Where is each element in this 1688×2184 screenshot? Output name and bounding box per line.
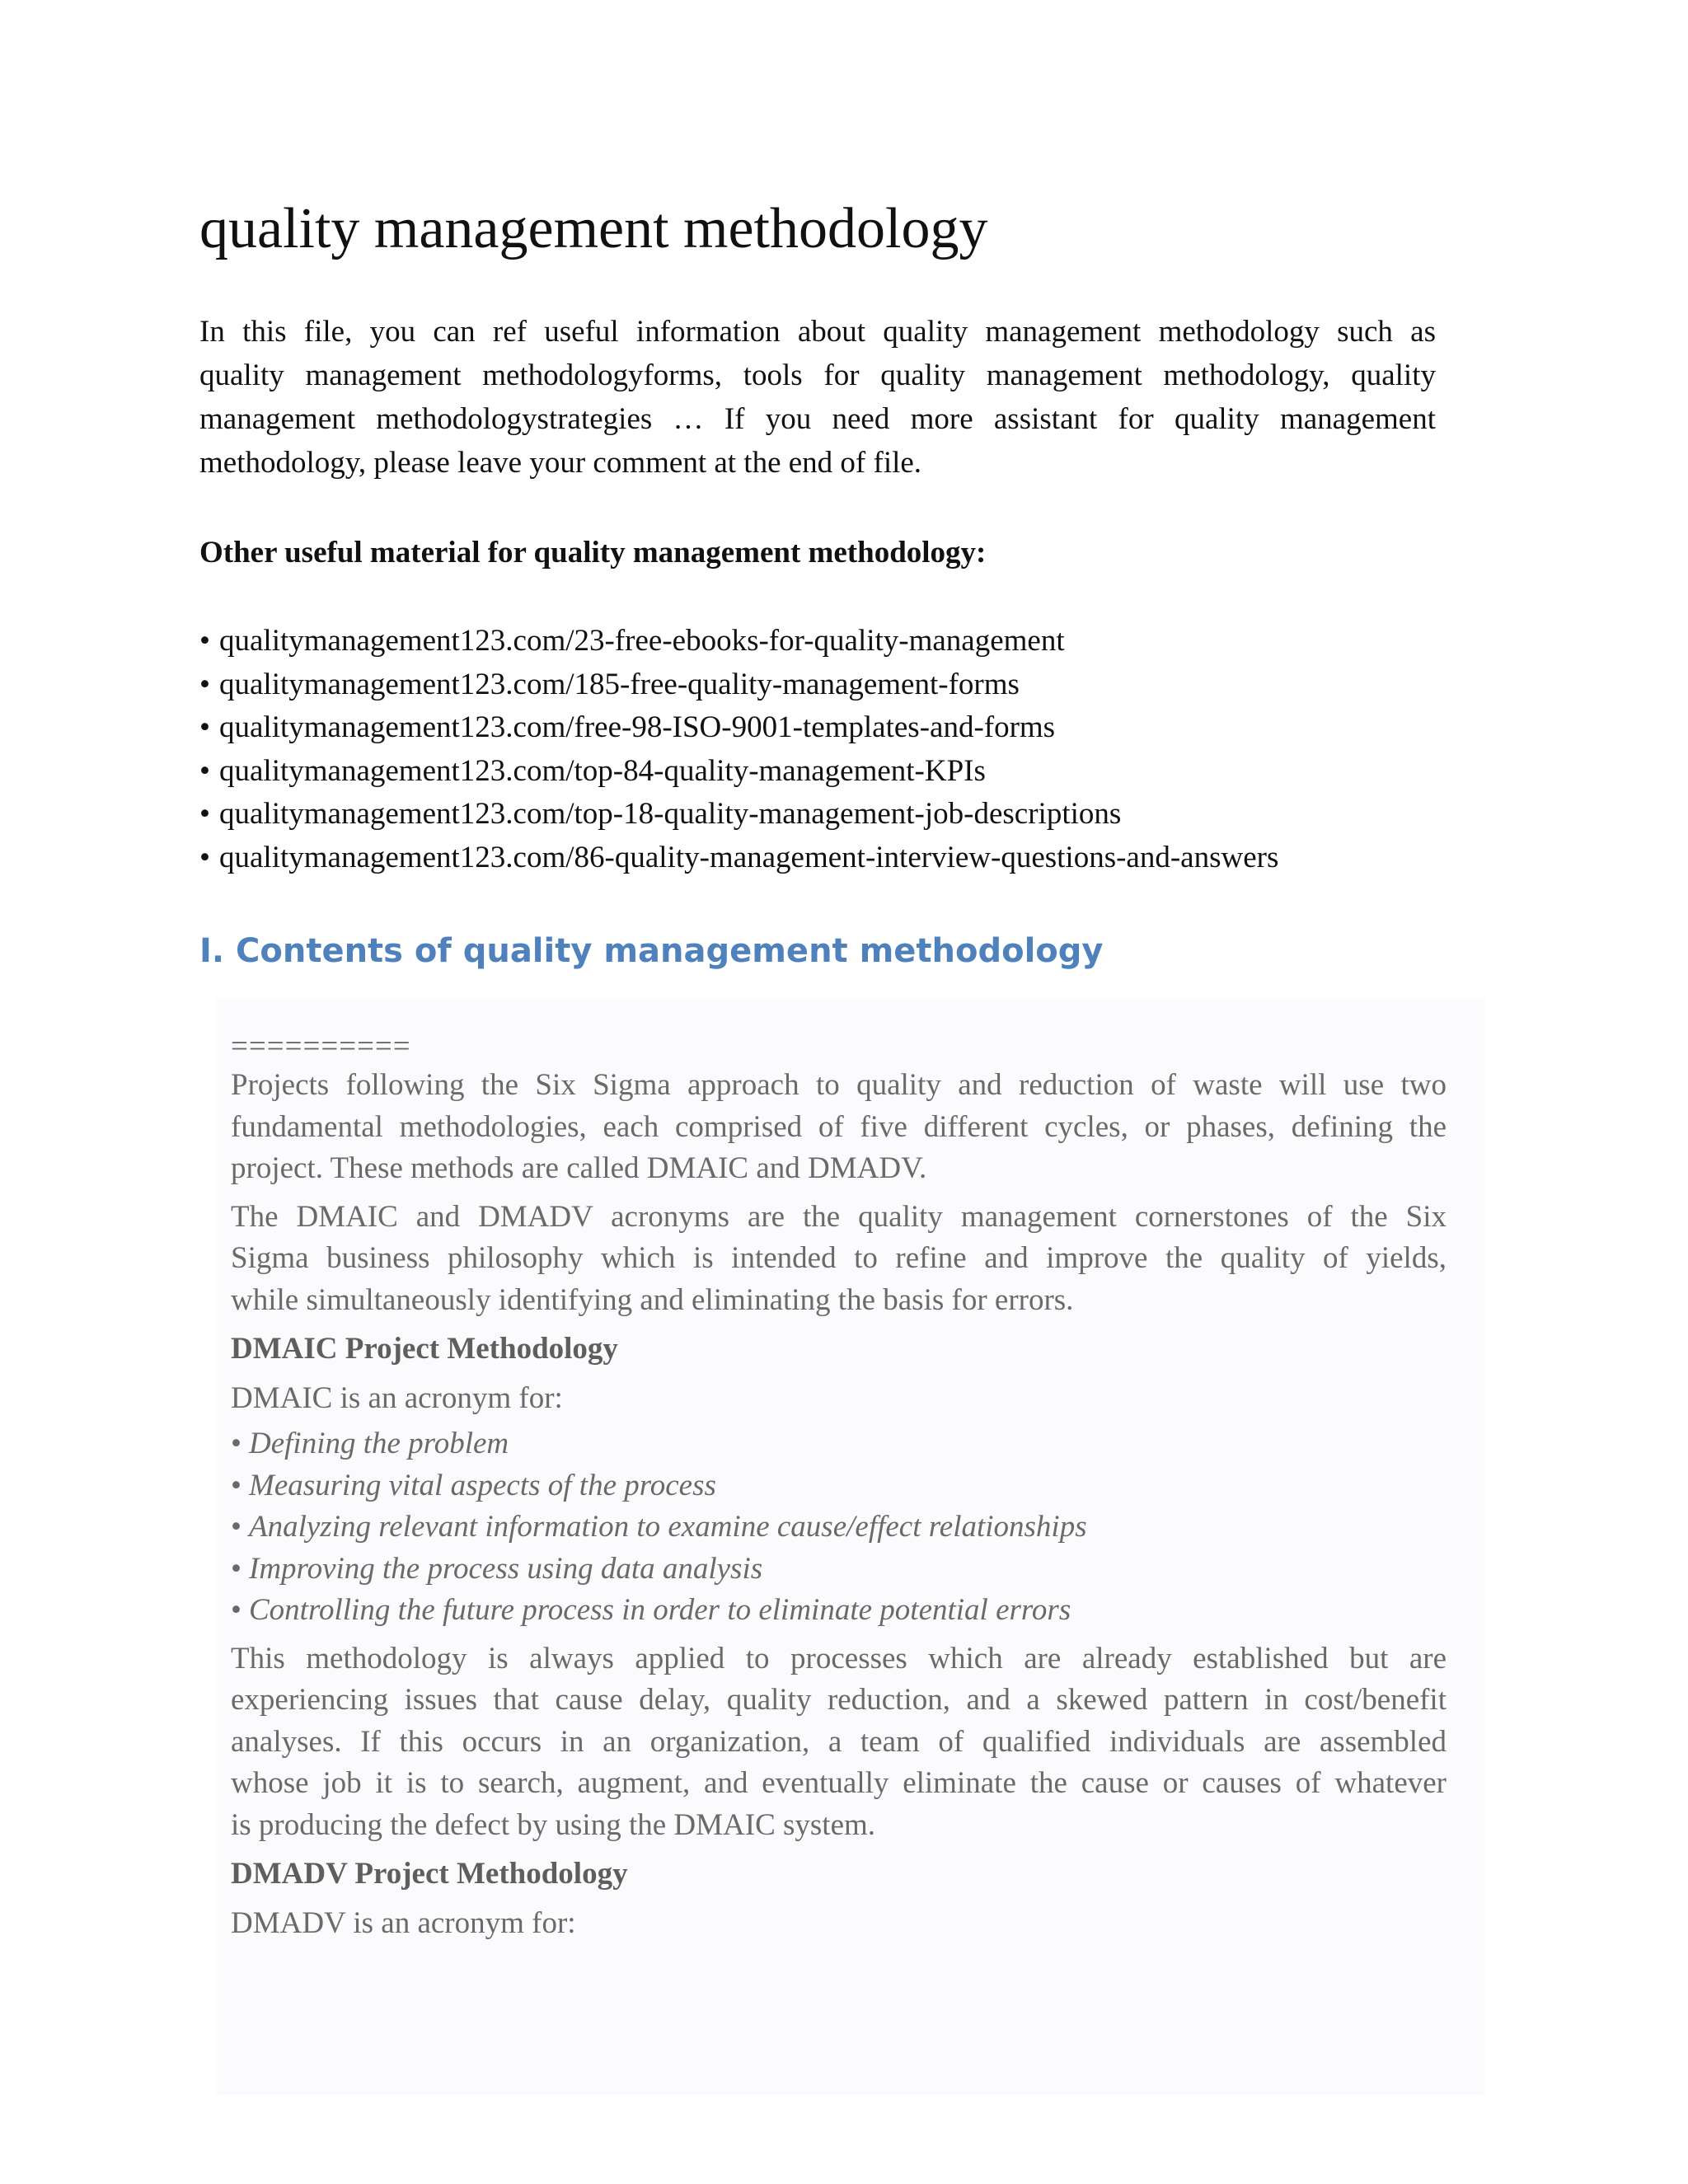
resource-link-item[interactable] <box>199 663 1278 707</box>
dmaic-heading: DMAIC Project Methodology <box>231 1332 618 1366</box>
paragraph-line: project. These methods are called DMAIC and DMADV. <box>231 1151 927 1185</box>
paragraph-line: while simultaneously identifying and eliminating the basis for errors. <box>231 1282 1074 1317</box>
resource-link-text[interactable]: qualitymanagement123.com/23-free-ebooks-for-quality-management <box>219 624 1065 658</box>
resource-link-item[interactable] <box>199 620 1278 663</box>
resource-link-item[interactable] <box>199 750 1278 794</box>
paragraph-line: Projects following the Six Sigma approach to quality and reduction of waste will use two <box>231 1068 1447 1102</box>
bullet-icon: • <box>199 840 210 874</box>
dmaic-step <box>231 1423 1447 1465</box>
bullet-icon: • <box>231 1551 241 1586</box>
paragraph-line: is producing the defect by using the DMAIC system. <box>231 1807 876 1842</box>
resource-link-list <box>199 620 1278 880</box>
dmaic-step-text: Analyzing relevant information to examine cause/effect relationships <box>249 1510 1087 1544</box>
paragraph-line: Sigma business philosophy which is intended to refine and improve the quality of yields, <box>231 1241 1447 1275</box>
intro-line: quality management methodologyforms, tools for quality management methodology, quality <box>199 359 1436 392</box>
dmaic-step <box>231 1549 1447 1591</box>
other-material-heading: Other useful material for quality management methodology: <box>199 536 987 569</box>
bullet-icon: • <box>199 797 210 832</box>
resource-link-text[interactable]: qualitymanagement123.com/86-quality-management-interview-questions-and-answers <box>219 840 1279 874</box>
paragraph-line: The DMAIC and DMADV acronyms are the quality management cornerstones of the Six <box>231 1199 1447 1234</box>
bullet-icon: • <box>199 710 210 745</box>
intro-line: In this file, you can ref useful information about quality management methodology such as <box>199 315 1436 349</box>
bullet-icon: • <box>231 1593 241 1627</box>
paragraph-line: experiencing issues that cause delay, quality reduction, and a skewed pattern in cost/benefit <box>231 1683 1447 1717</box>
dmaic-step <box>231 1507 1447 1549</box>
bullet-icon: • <box>199 667 210 701</box>
dmaic-step <box>231 1465 1447 1507</box>
dmaic-step-text: Defining the problem <box>249 1427 509 1460</box>
dmaic-step-text: Controlling the future process in order to eliminate potential errors <box>249 1593 1071 1627</box>
intro-paragraph <box>199 310 1436 485</box>
paragraph-line: analyses. If this occurs in an organization, a team of qualified individuals are assembled <box>231 1724 1447 1759</box>
dmaic-step <box>231 1590 1447 1632</box>
bullet-icon: • <box>231 1468 241 1502</box>
paragraph-line: This methodology is always applied to processes which are already established but are <box>231 1641 1447 1675</box>
bullet-icon: • <box>199 624 210 658</box>
resource-link-text[interactable]: qualitymanagement123.com/185-free-quality-management-forms <box>219 667 1020 701</box>
intro-line: methodology, please leave your comment at the end of file. <box>199 446 922 480</box>
dmaic-step-text: Measuring vital aspects of the process <box>249 1468 716 1502</box>
bullet-icon: • <box>231 1427 241 1460</box>
resource-link-text[interactable]: qualitymanagement123.com/top-18-quality-management-job-descriptions <box>219 797 1122 832</box>
resource-link-text[interactable]: qualitymanagement123.com/free-98-ISO-9001-templates-and-forms <box>219 710 1056 745</box>
methodology-content <box>231 1029 1447 1948</box>
resource-link-item[interactable] <box>199 793 1278 837</box>
dmaic-application-paragraph <box>231 1638 1447 1847</box>
section-heading-contents: I. Contents of quality management methodology <box>199 932 1104 970</box>
paragraph-line: fundamental methodologies, each comprised of five different cycles, or phases, defining the <box>231 1109 1447 1144</box>
bullet-icon: • <box>199 753 210 788</box>
dmaic-steps-list <box>231 1423 1447 1632</box>
resource-link-item[interactable] <box>199 706 1278 750</box>
acronyms-paragraph <box>231 1197 1447 1322</box>
bullet-icon: • <box>231 1510 241 1544</box>
dmadv-heading: DMADV Project Methodology <box>231 1857 628 1891</box>
dmaic-intro: DMAIC is an acronym for: <box>231 1381 563 1415</box>
dmaic-step-text: Improving the process using data analysis <box>249 1551 763 1586</box>
resource-link-item[interactable] <box>199 837 1278 880</box>
intro-line: management methodologystrategies … If you need more assistant for quality management <box>199 402 1436 436</box>
document-title: quality management methodology <box>199 197 988 260</box>
dmadv-intro: DMADV is an acronym for: <box>231 1906 576 1940</box>
paragraph-line: whose job it is to search, augment, and eventually eliminate the cause or causes of whatever <box>231 1766 1447 1800</box>
resource-link-text[interactable]: qualitymanagement123.com/top-84-quality-management-KPIs <box>219 753 986 788</box>
six-sigma-paragraph <box>231 1065 1447 1190</box>
separator-line: ========== <box>231 1029 411 1063</box>
